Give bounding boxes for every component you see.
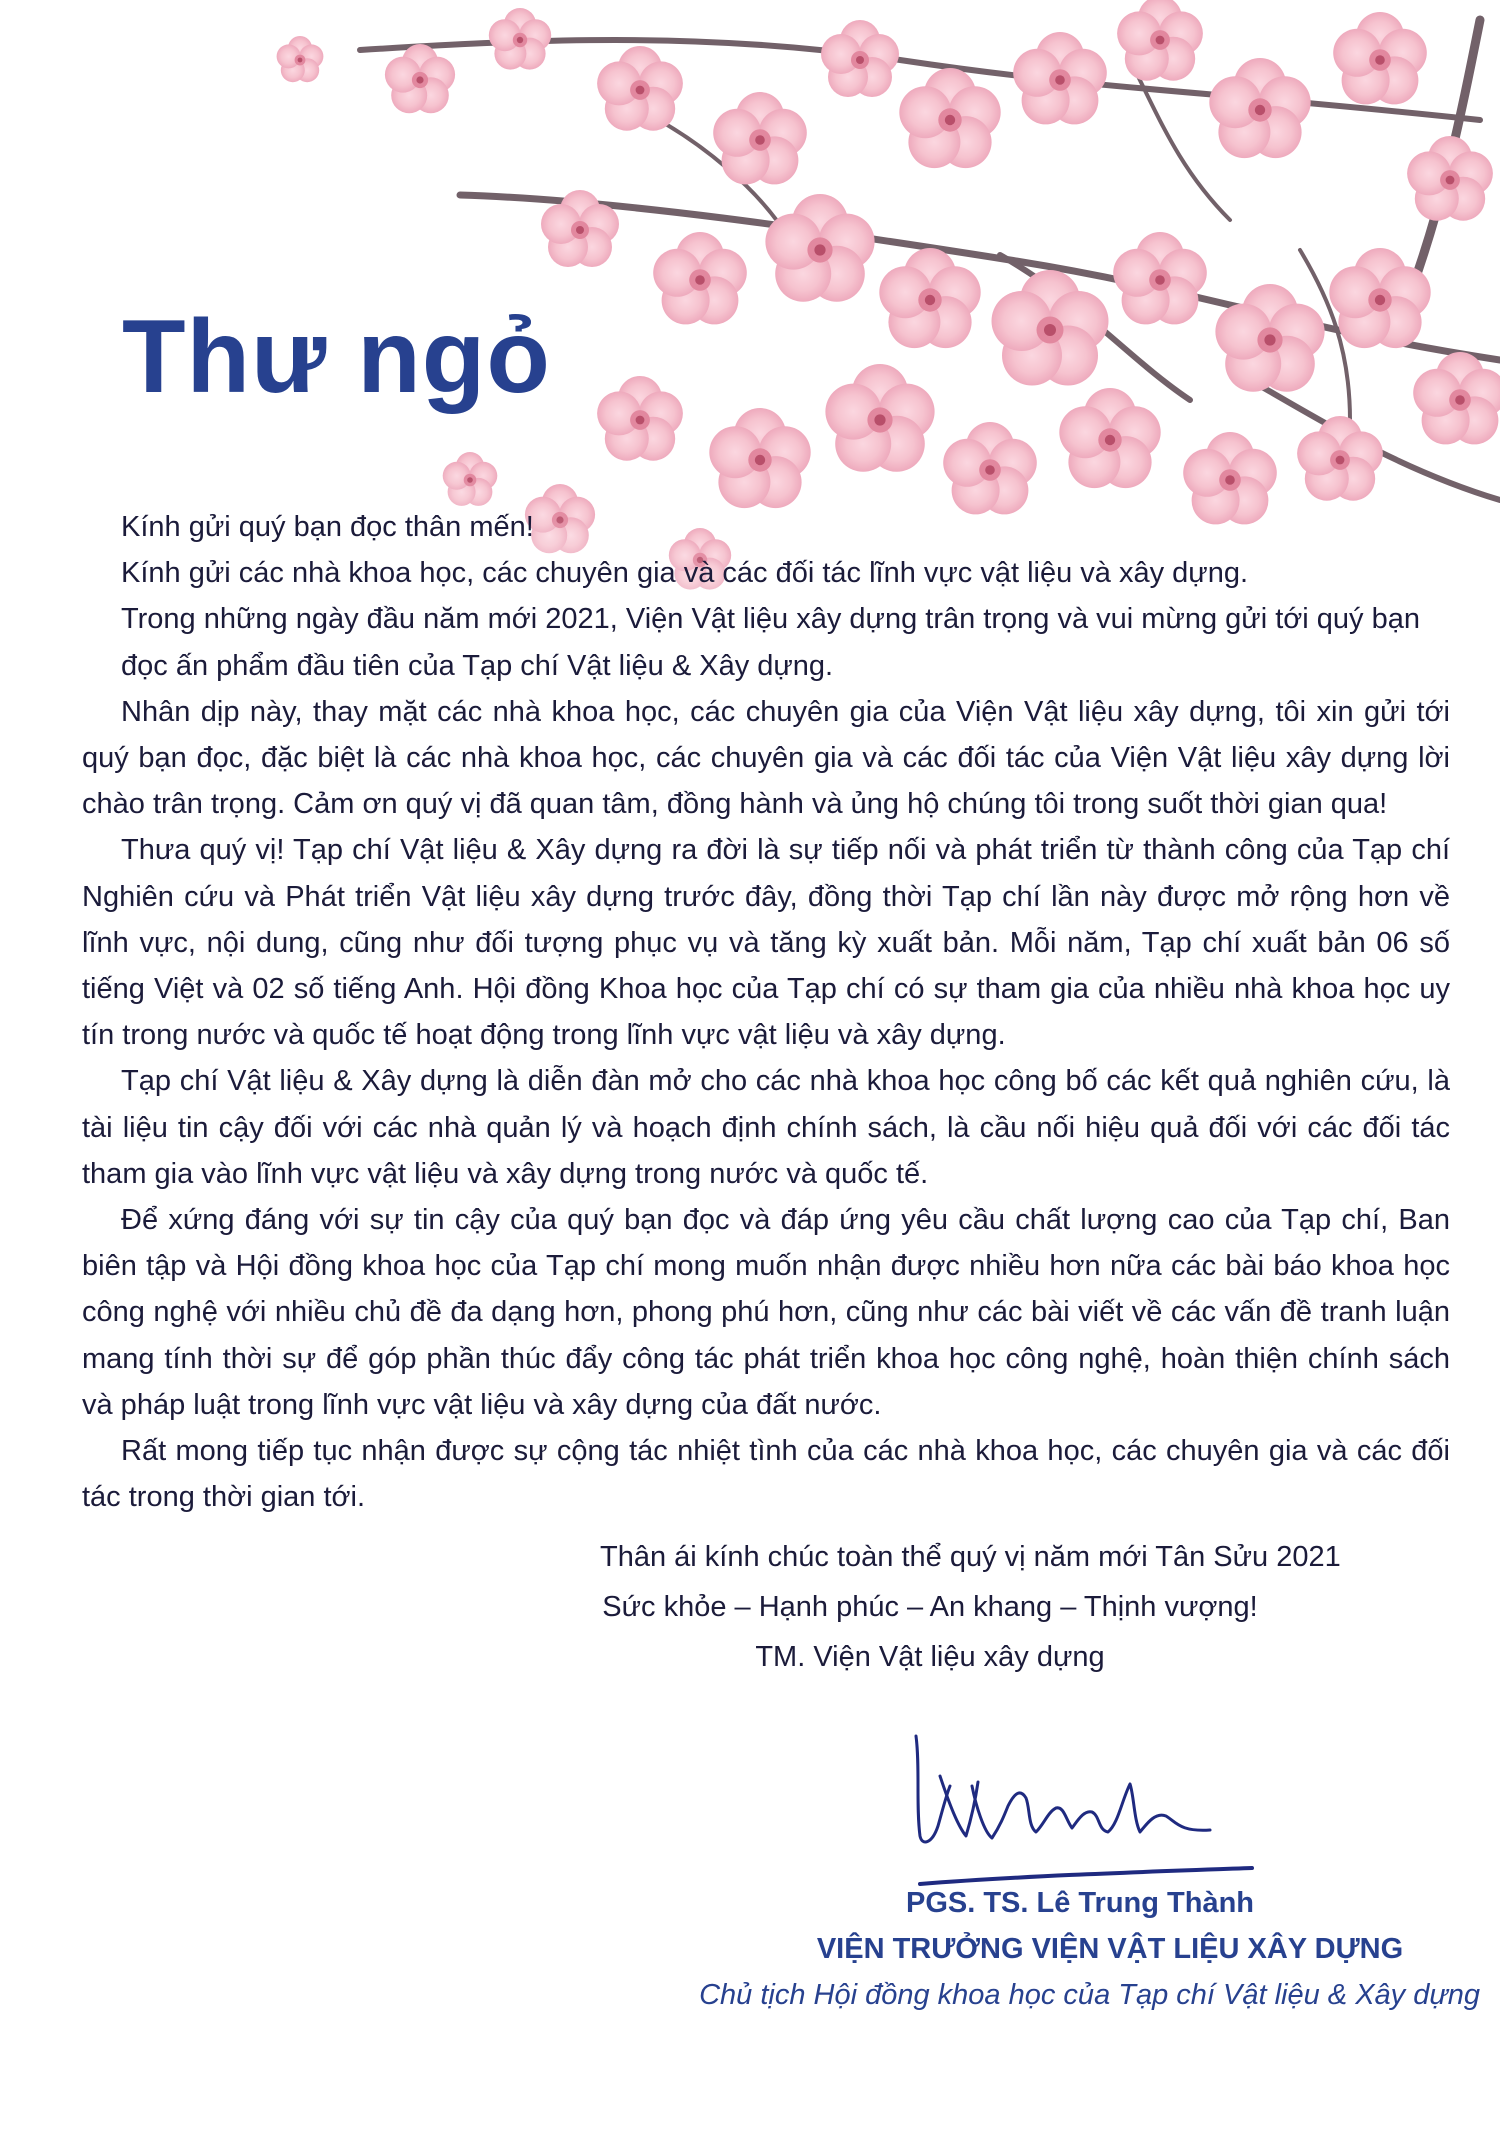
closing-wishes: Thân ái kính chúc toàn thể quý vị năm mới Tân Sửu 2021 xyxy=(600,1541,1341,1573)
paragraph-thanks: Nhân dịp này, thay mặt các nhà khoa học, các chuyên gia của Viện Vật liệu xây dựng, tôi xin gửi tới quý bạn đọc, đặc biệt là các nhà khoa học, các chuyên gia và các đối tác của Viện Vật liệu xây dựng lời chào trân trọng. Cảm ơn quý vị đã quan tâm, đồng hành và ủng hộ chúng tôi trong suốt thời gian qua! xyxy=(82,695,1450,821)
greeting-readers: Kính gửi quý bạn đọc thân mến! xyxy=(121,511,534,543)
paragraph-cooperation: Rất mong tiếp tục nhận được sự cộng tác nhiệt tình của các nhà khoa học, các chuyên gia và các đối tác trong thời gian tới. xyxy=(82,1435,1450,1514)
signer-block xyxy=(600,1880,1480,2018)
closing-on-behalf: TM. Viện Vật liệu xây dựng xyxy=(755,1641,1105,1673)
paragraph-journal-forum: Tạp chí Vật liệu & Xây dựng là diễn đàn mở cho các nhà khoa học công bố các kết quả nghiên cứu, là tài liệu tin cậy đối với các nhà quản lý và hoạch định chính sách, là cầu nối hiệu quả đối với các đối tác tham gia vào lĩnh vực vật liệu và xây dựng trong nước và quốc tế. xyxy=(82,1065,1450,1190)
signer-name: PGS. TS. Lê Trung Thành xyxy=(905,1887,1254,1919)
signer-role: Chủ tịch Hội đồng khoa học của Tạp chí Vật liệu & Xây dựng xyxy=(699,1979,1480,2011)
signer-title: VIỆN TRƯỞNG VIỆN VẬT LIỆU XÂY DỰNG xyxy=(816,1933,1404,1965)
closing-block xyxy=(600,1532,1341,1682)
letter-title: Thư ngỏ xyxy=(122,299,551,415)
greeting-scientists: Kính gửi các nhà khoa học, các chuyên gia và các đối tác lĩnh vực vật liệu và xây dựng. xyxy=(121,557,1249,590)
greeting-new-year: Trong những ngày đầu năm mới 2021, Viện Vật liệu xây dựng trân trọng và vui mừng gửi tới quý bạn đọc ấn phẩm đầu tiên của Tạp chí Vật liệu & Xây dựng. xyxy=(121,603,1420,682)
paragraph-call-for-papers: Để xứng đáng với sự tin cậy của quý bạn đọc và đáp ứng yêu cầu chất lượng cao của Tạp chí, Ban biên tập và Hội đồng khoa học của Tạp chí mong muốn nhận được nhiều hơn nữa các bài báo khoa học công nghệ với nhiều chủ đề đa dạng hơn, phong phú hơn, cũng như các bài viết về các vấn đề tranh luận mang tính thời sự để góp phần thúc đẩy công tác phát triển khoa học công nghệ, hoàn thiện chính sách và pháp luật trong lĩnh vực vật liệu và xây dựng của đất nước. xyxy=(82,1204,1450,1421)
letter-body xyxy=(82,504,1450,1520)
handwritten-signature xyxy=(880,1716,1280,1896)
closing-blessing: Sức khỏe – Hạnh phúc – An khang – Thịnh vượng! xyxy=(602,1591,1258,1623)
paragraph-journal-intro: Thưa quý vị! Tạp chí Vật liệu & Xây dựng ra đời là sự tiếp nối và phát triển từ thành công của Tạp chí Nghiên cứu và Phát triển Vật liệu xây dựng trước đây, đồng thời Tạp chí lần này được mở rộng hơn về lĩnh vực, nội dung, cũng như đối tượng phục vụ và tăng kỳ xuất bản. Mỗi năm, Tạp chí xuất bản 06 số tiếng Việt và 02 số tiếng Anh. Hội đồng Khoa học của Tạp chí có sự tham gia của nhiều nhà khoa học uy tín trong nước và quốc tế hoạt động trong lĩnh vực vật liệu và xây dựng. xyxy=(82,834,1450,1052)
